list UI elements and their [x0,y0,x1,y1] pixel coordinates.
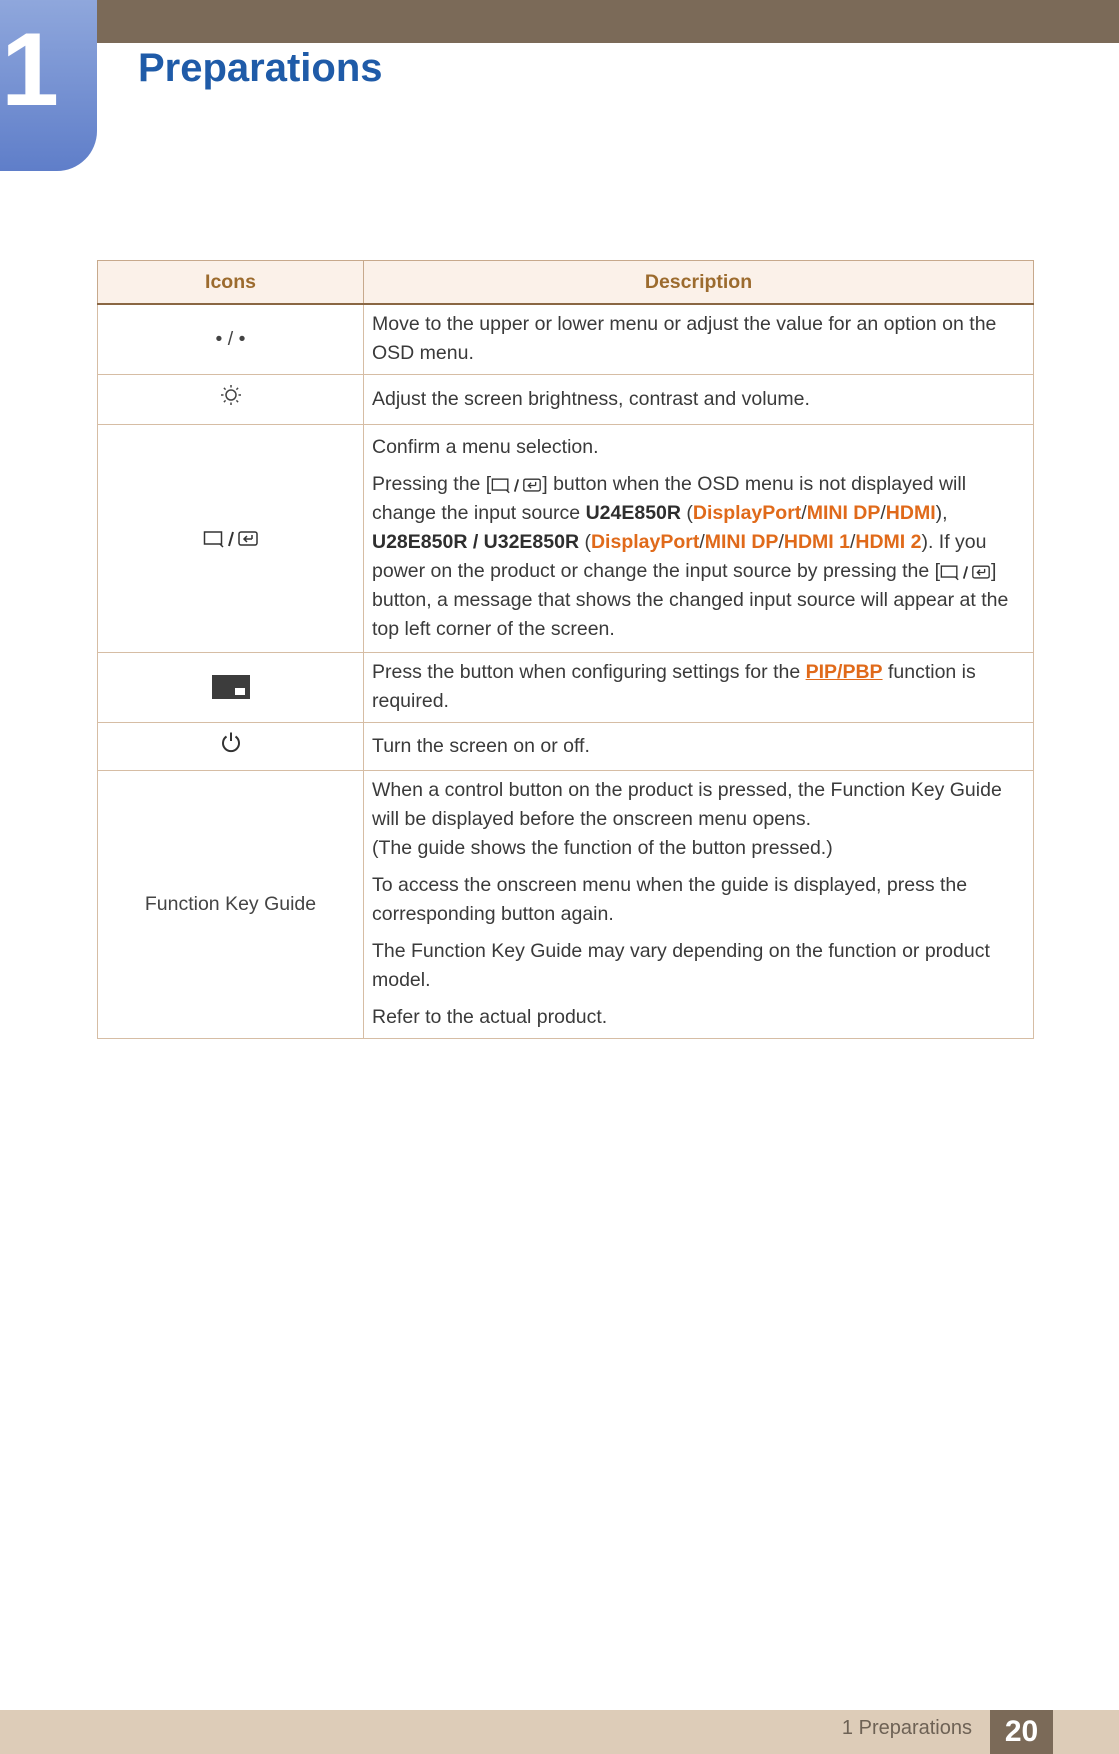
fkg-text: When a control button on the product is pressed, the Function Key Guide will be displayed before the onscreen menu opens. (The guide shows the function of the button pressed.) [372,779,1002,859]
chapter-tab [0,0,97,171]
footer-section: 1 Preparations [841,1717,972,1739]
table-header-row [98,261,1034,305]
row-description: Adjust the screen brightness, contrast and volume. [364,375,1034,425]
table-row [98,304,1034,375]
source-displayport: DisplayPort [590,530,700,553]
menu-source-icon [491,477,542,494]
fkg-text: The Function Key Guide may vary depending on the function or product model. [372,940,990,991]
header-description: Description [364,261,1034,305]
updown-icon: • / • [98,304,364,375]
table-row [98,425,1034,653]
source-minidp: MINI DP [806,501,881,524]
menu-source-icon [940,564,991,581]
controls-table [97,260,1034,1039]
row-description: Move to the upper or lower menu or adjust the value for an option on the OSD menu. [364,304,1034,375]
header-icons: Icons [98,261,364,305]
table-row [98,771,1034,1039]
menu-source-icon [203,530,259,548]
fkg-text: Refer to the actual product. [372,1006,608,1028]
source-displayport: DisplayPort [692,501,802,524]
pip-icon [212,675,250,699]
source-description: Pressing the [ ] button when the OSD menu is not displayed will change the input source U24E850R (DisplayPort/MINI DP/HDMI), U28E850R / U32E850R (DisplayPort/MINI DP/HDMI 1/HDMI 2). If you power on the product or change the input source by pressing the [ ] button, a message that shows the changed input source will appear at the top left corner of the screen. [372,472,1009,640]
source-hdmi2: HDMI 2 [855,530,922,553]
fkg-text: To access the onscreen menu when the guide is displayed, press the corresponding button again. [372,874,968,925]
function-key-guide-label: Function Key Guide [98,771,364,1039]
brightness-icon [220,384,242,406]
pip-pbp-link[interactable]: PIP/PBP [805,661,883,683]
row-description: Press the button when configuring settings for the PIP/PBP function is required. [364,653,1034,723]
source-minidp: MINI DP [704,530,779,553]
power-icon [219,730,243,754]
page-number: 20 [990,1710,1053,1754]
source-hdmi1: HDMI 1 [783,530,850,553]
row-description: Turn the screen on or off. [364,723,1034,771]
table-row [98,375,1034,425]
model-u28-u32: U28E850R / U32E850R [372,530,580,553]
table-row [98,723,1034,771]
top-bar [0,0,1119,43]
chapter-number: 1 [1,12,59,128]
page-title: Preparations [138,46,383,90]
source-hdmi: HDMI [885,501,936,524]
source-confirm-text: Confirm a menu selection. [372,435,599,458]
table-row [98,653,1034,723]
model-u24: U24E850R [585,501,681,524]
